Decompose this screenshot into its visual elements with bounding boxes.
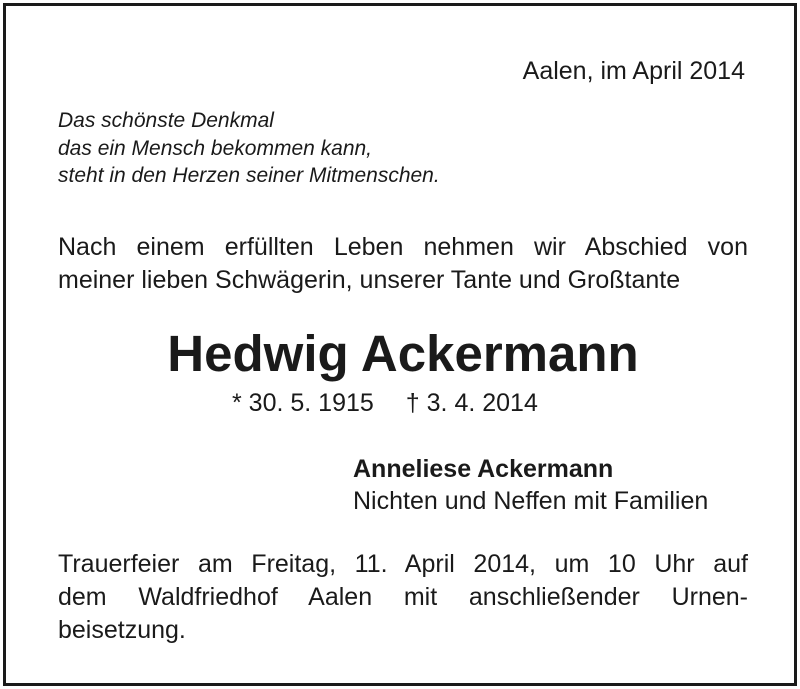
service-line: Trauerfeier am Freitag, 11. April 2014, um 10 Uhr auf — [58, 550, 748, 578]
place-date: Aalen, im April 2014 — [522, 57, 745, 85]
mourner-secondary: Nichten und Neffen mit Familien — [353, 487, 709, 515]
intro-line: meiner lieben Schwägerin, unserer Tante und Großtante — [58, 266, 681, 294]
quote-line: steht in den Herzen seiner Mitmenschen. — [58, 164, 440, 187]
farewell-intro — [58, 231, 748, 297]
quote-line: das ein Mensch bekommen kann, — [58, 136, 373, 160]
quote-line: Das schönste Denkmal — [58, 109, 274, 132]
intro-line: Nach einem erfüllten Leben nehmen wir Abschied von — [58, 233, 748, 261]
funeral-service-info — [58, 548, 748, 647]
service-line: dem Waldfriedhof Aalen mit anschließender Urnen- — [58, 583, 748, 611]
obituary-frame — [3, 3, 797, 686]
mourner-primary: Anneliese Ackermann — [353, 455, 614, 483]
mourners — [353, 453, 708, 517]
service-line: beisetzung. — [58, 616, 186, 644]
life-dates — [232, 386, 538, 420]
memorial-quote — [58, 107, 440, 190]
birth-date: * 30. 5. 1915 — [232, 389, 374, 417]
deceased-name: Hedwig Ackermann — [167, 325, 639, 382]
death-date: † 3. 4. 2014 — [405, 389, 538, 417]
